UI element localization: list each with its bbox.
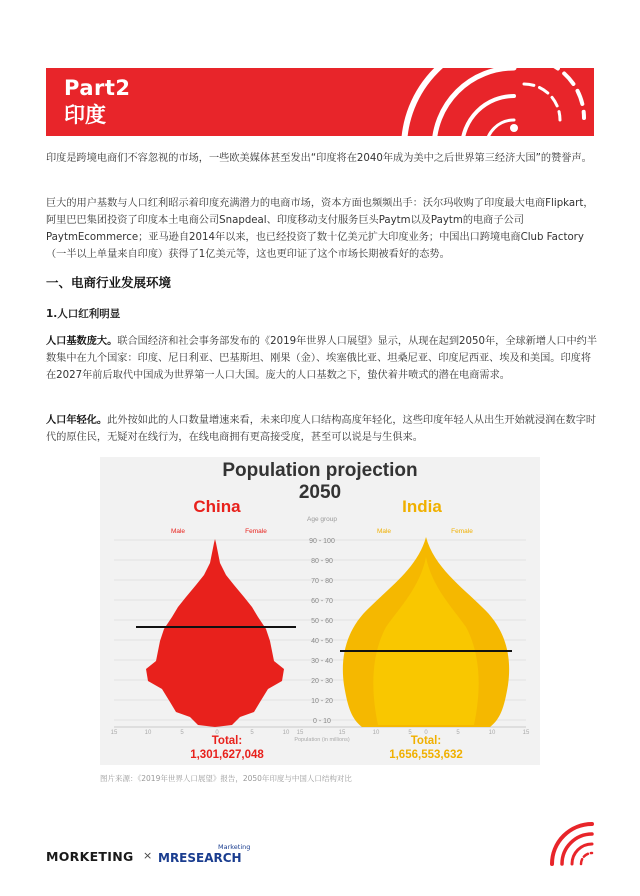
series-name-india: India xyxy=(402,497,442,516)
x-tick-label: 0 xyxy=(215,730,219,736)
intro-paragraph-2: 巨大的用户基数与人口红利昭示着印度充满潜力的电商市场，资本方面也频频出手：沃尔玛收购了印度最大电商Flipkart，阿里巴巴集团投资了印度本土电商公司Snapdeal、印度移动支付服务巨头Paytm以及Paytm的电商子公司PaytmEcommerce；亚马逊自2014年以来，也已经投资了数十亿美元扩大印度业务；中国出口跨境电商Club Factory（一半以上单量来自印度）获得了1亿美元等，这也更印证了这个市场长期被看好的态势。 xyxy=(46,198,594,260)
age-group-label: 0 - 10 xyxy=(313,718,331,725)
x-tick-label: 0 xyxy=(424,730,428,736)
lead-young-population: 人口年轻化。 xyxy=(46,415,108,426)
age-group-label: 90 - 100 xyxy=(309,538,335,545)
x-tick-label: 10 xyxy=(488,730,496,736)
age-group-label: 60 - 70 xyxy=(311,598,333,605)
morketing-logo: MORKETING xyxy=(46,849,134,864)
text-young-population: 此外按如此的人口数量增速来看，未来印度人口结构高度年轻化，这些印度年轻人从出生开始就浸润在数字时代的原住民，无疑对在线行为，在线电商拥有更高接受度，甚至可以说是与生俱来。 xyxy=(46,415,597,443)
lead-population-size: 人口基数庞大。 xyxy=(46,336,118,347)
paragraph-population-size xyxy=(46,333,598,384)
age-group-label: 10 - 20 xyxy=(311,698,333,705)
figure-caption: 图片来源：《2019年世界人口展望》报告，2050年印度与中国人口结构对比 xyxy=(100,774,352,783)
china-male-label: Male xyxy=(170,528,186,535)
text-population-size: 联合国经济和社会事务部发布的《2019年世界人口展望》显示，从现在起到2050年，全球新增人口中约半数集中在九个国家：印度、尼日利亚、巴基斯坦、刚果（金）、埃塞俄比亚、坦桑尼亚、印度尼西亚、埃及和美国。印度将在2027年前后取代中国成为世界第一人口大国。庞大的人口基数之下，蛰伏着井喷式的潜在电商需求。 xyxy=(46,336,598,381)
china-total-value: 1,301,627,048 xyxy=(190,749,264,761)
x-tick-label: 15 xyxy=(296,730,304,736)
age-group-label: 80 - 90 xyxy=(311,558,333,565)
age-group-header: Age group xyxy=(307,516,337,523)
x-axis-label: Population (in millions) xyxy=(294,737,350,743)
x-tick-label: 15 xyxy=(522,730,530,736)
chart-title-line1: Population projection xyxy=(222,460,418,481)
footer-separator: × xyxy=(143,849,153,862)
section-heading: 一、电商行业发展环境 xyxy=(46,275,172,290)
india-total-label: Total: xyxy=(410,735,442,747)
x-tick-label: 5 xyxy=(180,730,184,736)
x-tick-label: 15 xyxy=(338,730,346,736)
population-pyramid-chart xyxy=(100,457,540,765)
india-total-value: 1,656,553,632 xyxy=(389,749,463,761)
subsection-heading: 1.人口红利明显 xyxy=(46,308,121,320)
india-male-label: Male xyxy=(376,528,392,535)
age-group-label: 20 - 30 xyxy=(311,678,333,685)
concentric-arcs-small-icon xyxy=(548,818,598,868)
age-group-label: 70 - 80 xyxy=(311,578,333,585)
paragraph-young-population xyxy=(46,412,598,446)
partner-logo: MRESEARCH xyxy=(158,851,242,865)
x-tick-label: 5 xyxy=(408,730,412,736)
age-group-label: 40 - 50 xyxy=(311,638,333,645)
x-tick-label: 10 xyxy=(282,730,290,736)
china-female-label: Female xyxy=(245,528,267,535)
age-group-label: 30 - 40 xyxy=(311,658,333,665)
x-tick-label: 10 xyxy=(144,730,152,736)
chart-title-line2: 2050 xyxy=(298,482,342,503)
china-total-label: Total: xyxy=(211,735,243,747)
intro-paragraph-1: 印度是跨境电商们不容忽视的市场，一些欧美媒体甚至发出“印度将在2040年成为美中之后世界第三经济大国”的赞誉声。 xyxy=(46,153,592,164)
x-tick-label: 5 xyxy=(456,730,460,736)
series-name-china: China xyxy=(193,497,241,516)
partner-logo-top: Marketing xyxy=(218,843,251,851)
pyramid-svg xyxy=(100,457,540,765)
india-female-label: Female xyxy=(451,528,473,535)
concentric-arcs-icon xyxy=(374,68,594,136)
x-tick-label: 5 xyxy=(250,730,254,736)
china-pyramid-shape xyxy=(146,539,284,727)
page-title: 印度 xyxy=(64,103,106,127)
x-tick-label: 15 xyxy=(110,730,118,736)
age-group-label: 50 - 60 xyxy=(311,618,333,625)
section-banner xyxy=(46,68,594,136)
part-label: Part2 xyxy=(64,76,131,100)
x-tick-label: 10 xyxy=(372,730,380,736)
